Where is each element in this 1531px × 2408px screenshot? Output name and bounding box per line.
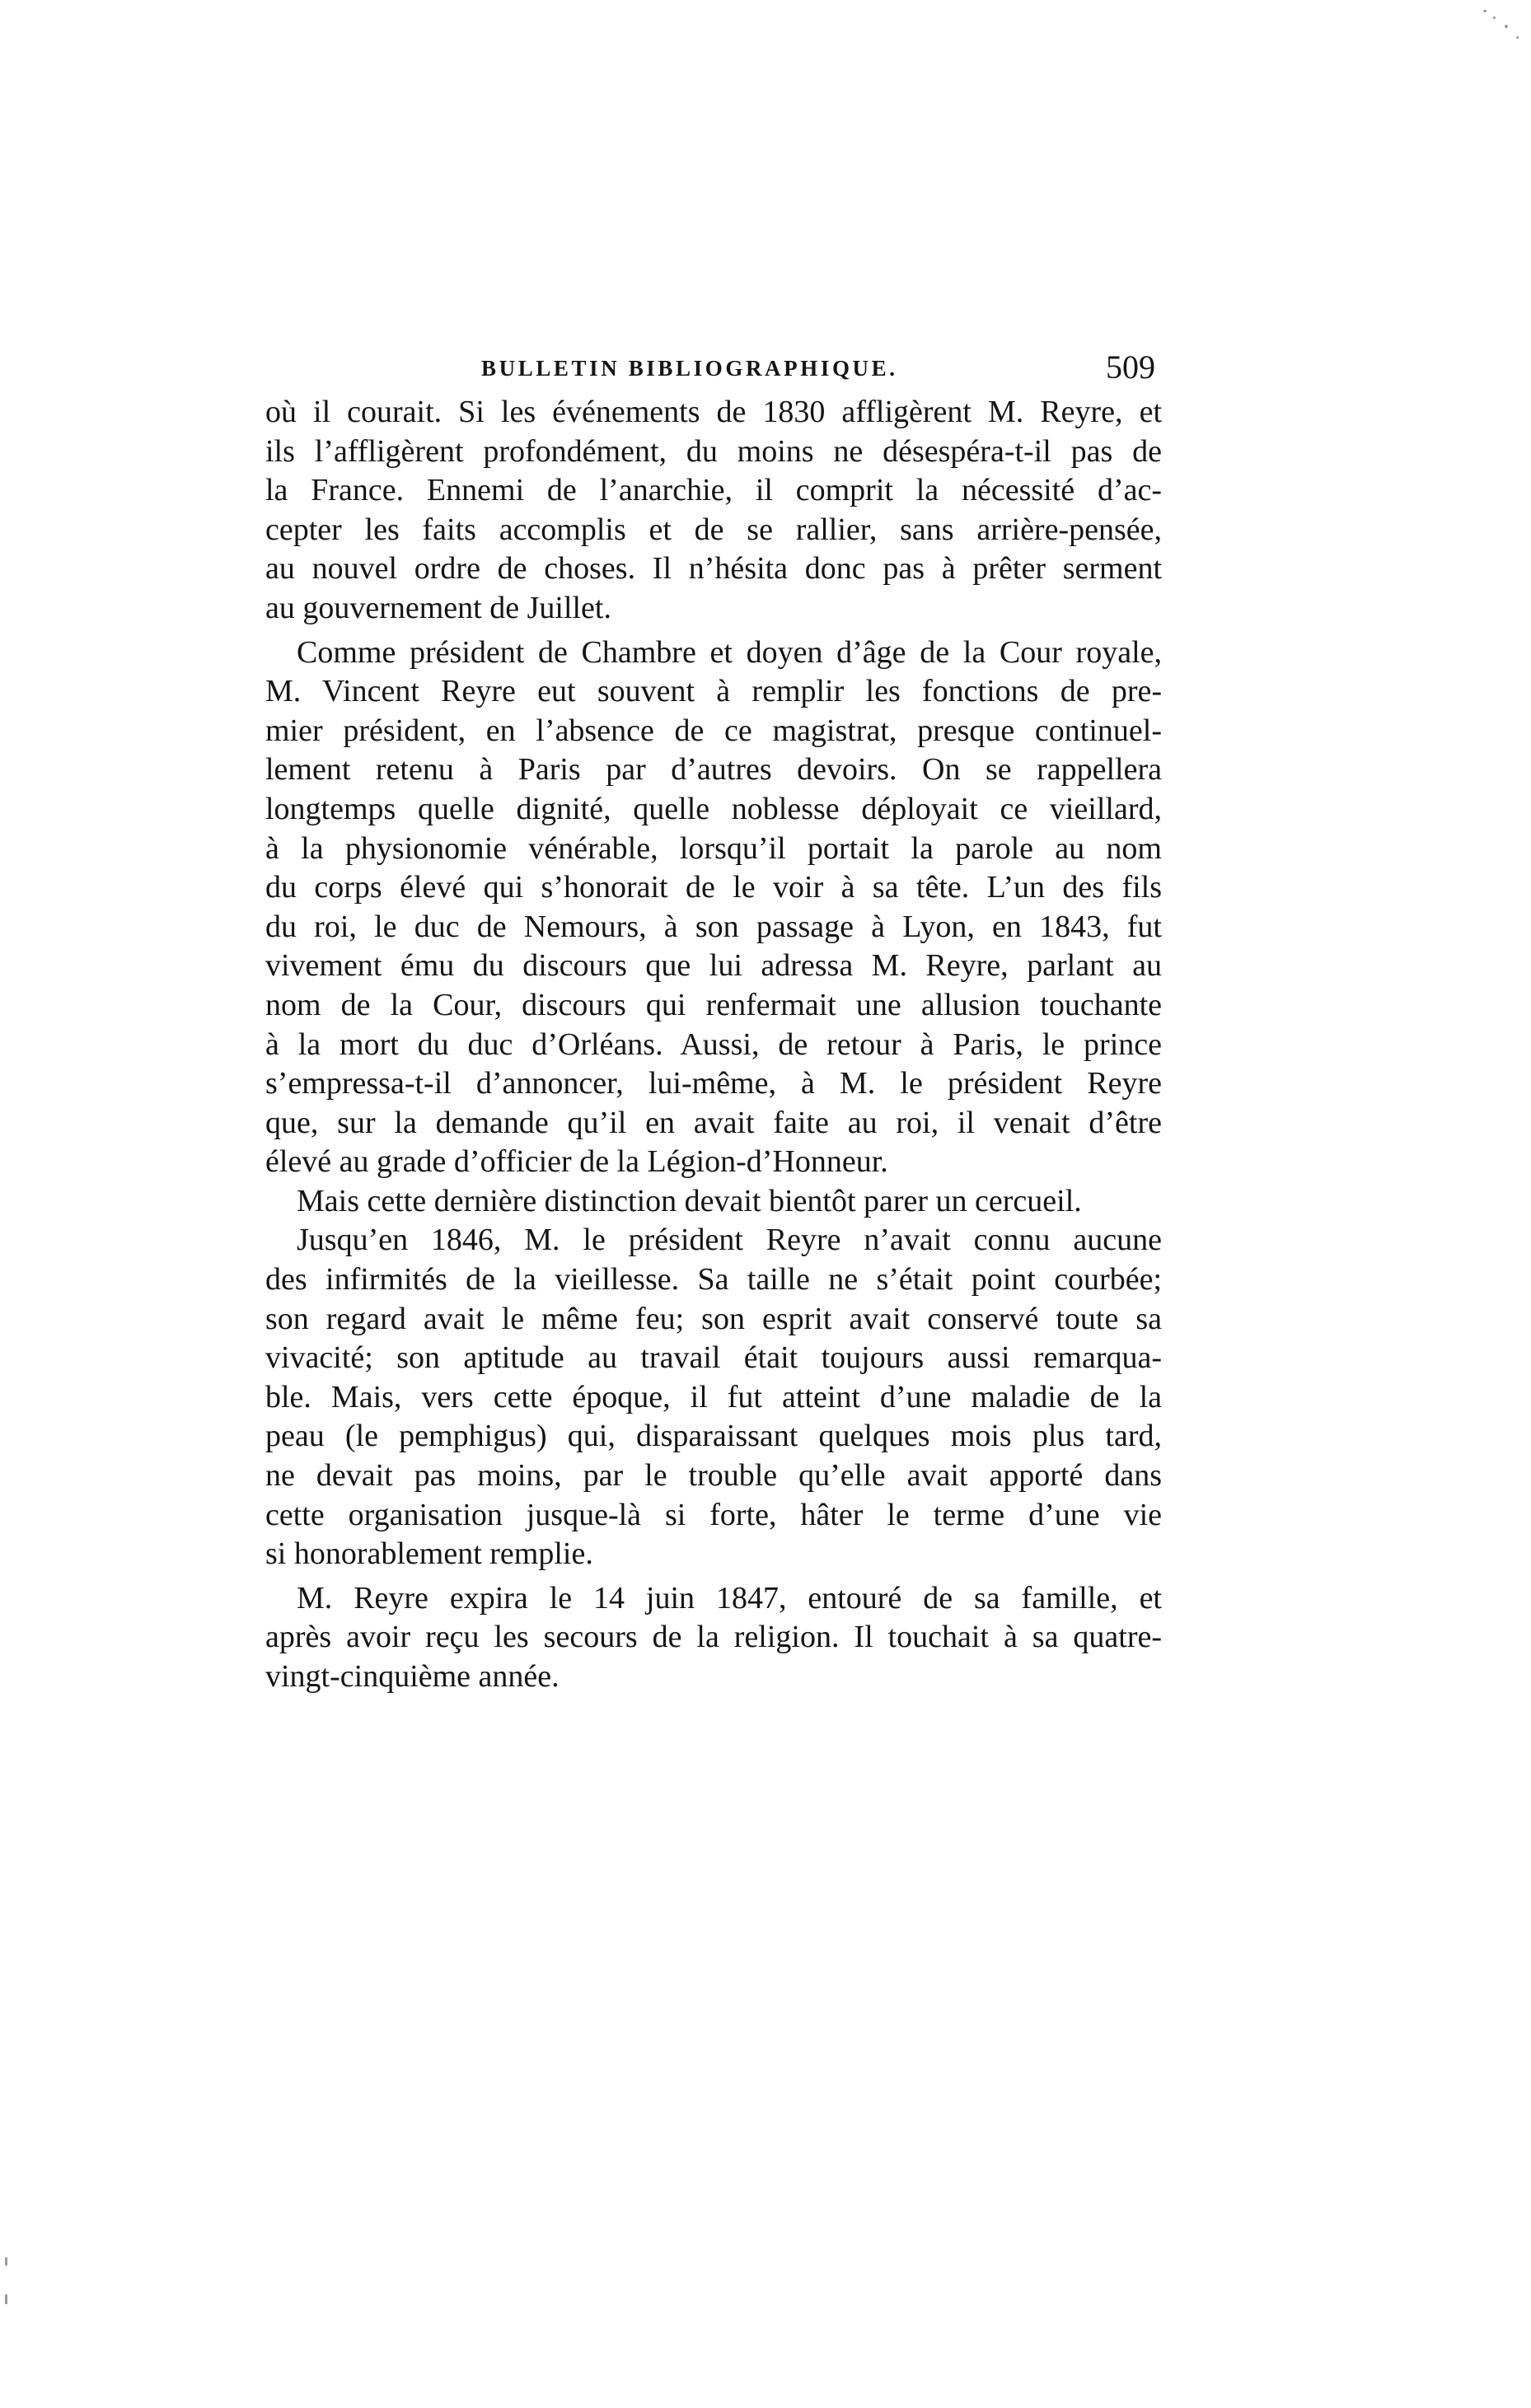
paragraph [265, 1221, 1162, 1573]
text-line: au nouvel ordre de choses. Il n’hésita donc pas à prêter serment [265, 551, 1162, 587]
scan-speck [5, 2257, 7, 2265]
text-line: du roi, le duc de Nemours, à son passage à Lyon, en 1843, fut [265, 909, 1162, 944]
text-line: Mais cette dernière distinction devait bientôt parer un cercueil. [297, 1183, 1082, 1218]
text-line: à la physionomie vénérable, lorsqu’il portait la parole au nom [265, 830, 1162, 866]
text-line: ne devait pas moins, par le trouble qu’elle avait apporté dans [265, 1458, 1162, 1494]
text-line: M. Vincent Reyre eut souvent à remplir les fonctions de pre- [265, 674, 1162, 709]
text-line: vivement ému du discours que lui adressa M. Reyre, parlant au [265, 948, 1162, 984]
scan-speck [1505, 25, 1508, 28]
text-line: cette organisation jusque-là si forte, hâter le terme d’une vie [265, 1497, 1162, 1532]
text-line: que, sur la demande qu’il en avait faite au roi, il venait d’être [265, 1105, 1162, 1140]
body-text [265, 393, 1162, 1697]
scan-speck [1516, 36, 1519, 39]
text-line: son regard avait le même feu; son esprit avait conservé toute sa [265, 1301, 1162, 1336]
scan-speck [1483, 10, 1487, 12]
paragraph [265, 634, 1162, 1182]
text-line: ble. Mais, vers cette époque, il fut atteint d’une maladie de la [265, 1379, 1162, 1414]
text-line: au gouvernement de Juillet. [265, 590, 611, 625]
text-line: nom de la Cour, discours qui renfermait une allusion touchante [265, 987, 1162, 1022]
text-line: s’empressa-t-il d’annoncer, lui-même, à M. le président Reyre [265, 1066, 1162, 1101]
text-line: mier président, en l’absence de ce magistrat, presque continuel- [265, 713, 1162, 748]
text-line: la France. Ennemi de l’anarchie, il comprit la nécessité d’ac- [265, 473, 1162, 508]
page-number: 509 [1106, 348, 1155, 386]
scan-speck [1493, 16, 1496, 19]
text-line: ils l’affligèrent profondément, du moins ne désespéra-t-il pas de [265, 433, 1162, 469]
text-line: vingt-cinquième année. [265, 1659, 559, 1694]
text-line: Comme président de Chambre et doyen d’âge de la Cour royale, [297, 634, 1162, 670]
text-line: lement retenu à Paris par d’autres devoirs. On se rappellera [265, 752, 1162, 788]
scan-speck [5, 2294, 7, 2304]
text-line: à la mort du duc d’Orléans. Aussi, de retour à Paris, le prince [265, 1026, 1162, 1062]
paragraph [265, 1182, 1162, 1222]
paragraph [265, 393, 1162, 629]
paragraph [265, 1579, 1162, 1697]
text-line: élevé au grade d’officier de la Légion-d’Honneur. [265, 1144, 888, 1180]
text-line: des infirmités de la vieillesse. Sa taille ne s’était point courbée; [265, 1262, 1162, 1298]
text-line: du corps élevé qui s’honorait de le voir à sa tête. L’un des fils [265, 870, 1162, 905]
text-line: peau (le pemphigus) qui, disparaissant quelques mois plus tard, [265, 1419, 1162, 1454]
text-line: M. Reyre expira le 14 juin 1847, entouré de sa famille, et [297, 1580, 1162, 1615]
running-title: BULLETIN BIBLIOGRAPHIQUE. [481, 356, 898, 381]
text-line: où il courait. Si les événements de 1830 affligèrent M. Reyre, et [265, 395, 1162, 429]
text-line: si honorablement remplie. [265, 1536, 593, 1572]
text-line: après avoir reçu les secours de la religion. Il touchait à sa quatre- [265, 1620, 1162, 1655]
text-line: longtemps quelle dignité, quelle noblesse déployait ce vieillard, [265, 791, 1162, 826]
text-line: Jusqu’en 1846, M. le président Reyre n’avait connu aucune [297, 1223, 1162, 1258]
text-line: cepter les faits accomplis et de se rallier, sans arrière-pensée, [265, 512, 1162, 547]
text-line: vivacité; son aptitude au travail était toujours aussi remarqua- [265, 1340, 1162, 1376]
